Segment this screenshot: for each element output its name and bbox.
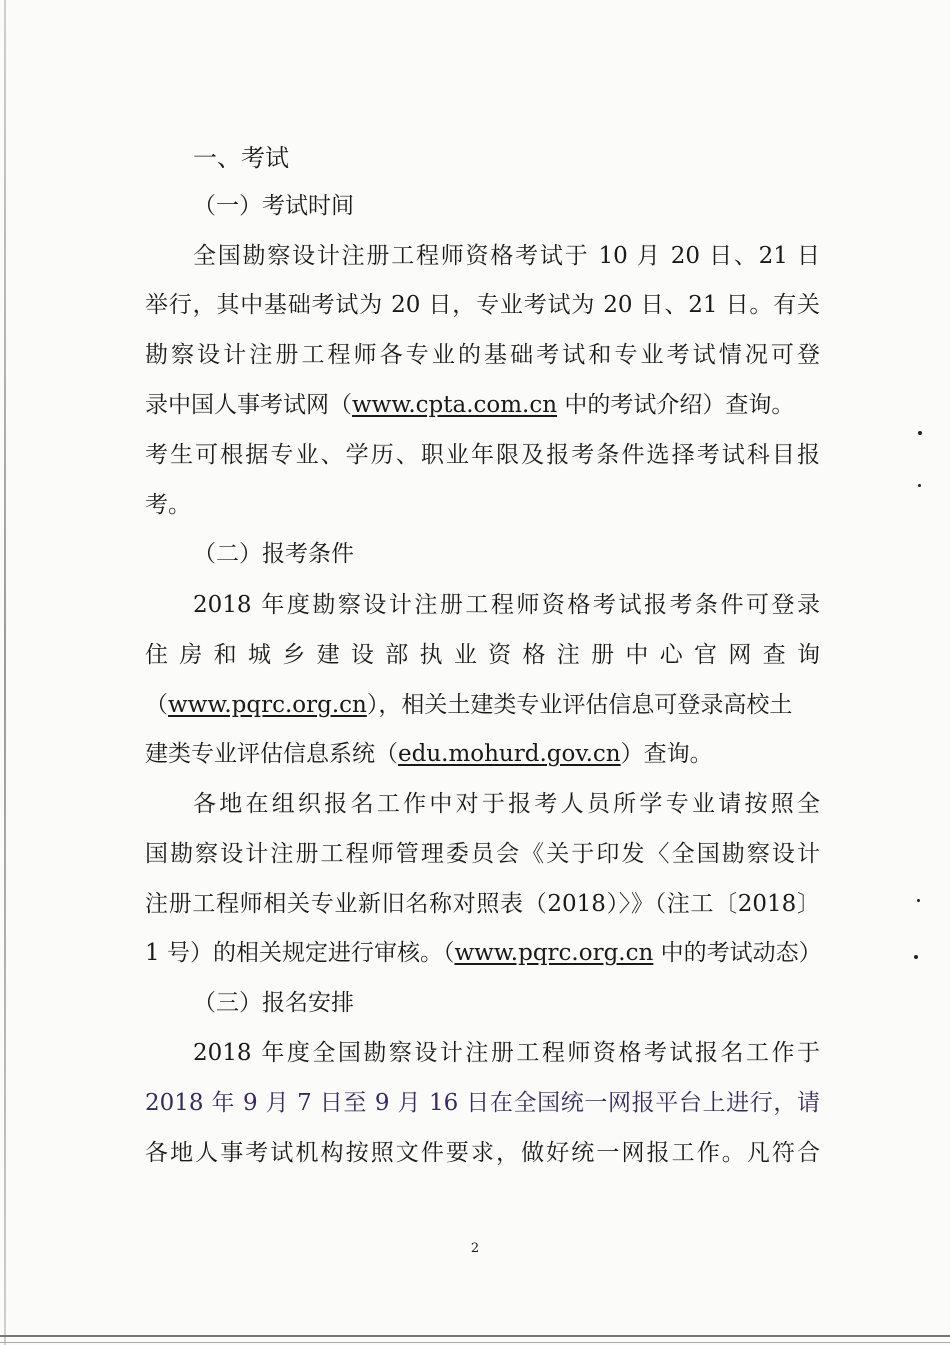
pqrc-news-link[interactable]: www.pqrc.org.cn bbox=[454, 940, 654, 966]
mohurd-link[interactable]: edu.mohurd.gov.cn bbox=[398, 741, 621, 767]
page-edge bbox=[4, 0, 6, 1345]
paragraph-line: 注册工程师相关专业新旧名称对照表（2018）〉》（注工〔2018〕 bbox=[145, 891, 820, 917]
scan-speck bbox=[914, 955, 918, 959]
subsection-title-requirements: （二）报考条件 bbox=[193, 541, 354, 567]
paragraph-text: ），相关土建类专业评估信息可登录高校土 bbox=[366, 692, 793, 718]
paragraph-line-with-link bbox=[145, 938, 822, 968]
paragraph-text: （ bbox=[145, 692, 168, 718]
paragraph-line-with-link bbox=[145, 690, 792, 720]
page-bottom-edge bbox=[0, 1335, 950, 1337]
page-bottom-edge-secondary bbox=[0, 1342, 950, 1343]
paragraph-line-with-link bbox=[145, 390, 794, 420]
paragraph-line: 考生可根据专业、学历、职业年限及报考条件选择考试科目报 bbox=[145, 442, 820, 468]
paragraph-text: 中的考试动态） bbox=[653, 940, 822, 966]
paragraph-line: 各地人事考试机构按照文件要求，做好统一网报工作。凡符合 bbox=[145, 1140, 820, 1166]
paragraph-line-with-link bbox=[145, 739, 713, 769]
paragraph-text: 建类专业评估信息系统（ bbox=[145, 741, 398, 767]
paragraph-line: 国勘察设计注册工程师管理委员会《关于印发〈全国勘察设计 bbox=[145, 841, 820, 867]
paragraph-line: 举行，其中基础考试为 20 日，专业考试为 20 日、21 日。有关 bbox=[145, 292, 820, 318]
paragraph-line: 全国勘察设计注册工程师资格考试于 10 月 20 日、21 日 bbox=[193, 243, 820, 269]
paragraph-line: 考。 bbox=[145, 492, 191, 518]
paragraph-line: 2018 年度勘察设计注册工程师资格考试报考条件可登录 bbox=[193, 592, 820, 618]
scan-speck bbox=[917, 899, 920, 902]
paragraph-text: 录中国人事考试网（ bbox=[145, 392, 352, 418]
subsection-title-exam-time: （一）考试时间 bbox=[193, 193, 354, 219]
section-title: 一、考试 bbox=[193, 144, 289, 172]
cpta-link[interactable]: www.cpta.com.cn bbox=[352, 392, 558, 418]
paragraph-line: 各地在组织报名工作中对于报考人员所学专业请按照全 bbox=[193, 791, 820, 817]
paragraph-text: 1 号）的相关规定进行审核。（ bbox=[145, 940, 455, 966]
scan-speck bbox=[918, 484, 921, 487]
scan-speck bbox=[918, 431, 922, 435]
paragraph-text: ）查询。 bbox=[620, 741, 713, 767]
paragraph-line: 住房和城乡建设部执业资格注册中心官网查询 bbox=[145, 642, 820, 668]
paragraph-line: 2018 年度全国勘察设计注册工程师资格考试报名工作于 bbox=[193, 1040, 820, 1066]
pqrc-link[interactable]: www.pqrc.org.cn bbox=[168, 692, 367, 718]
paragraph-text: 中的考试介绍）查询。 bbox=[557, 392, 795, 418]
subsection-title-registration: （三）报名安排 bbox=[193, 990, 354, 1016]
page-number: 2 bbox=[470, 1241, 480, 1256]
paragraph-line: 2018 年 9 月 7 日至 9 月 16 日在全国统一网报平台上进行，请 bbox=[145, 1090, 820, 1116]
paragraph-line: 勘察设计注册工程师各专业的基础考试和专业考试情况可登 bbox=[145, 342, 820, 368]
